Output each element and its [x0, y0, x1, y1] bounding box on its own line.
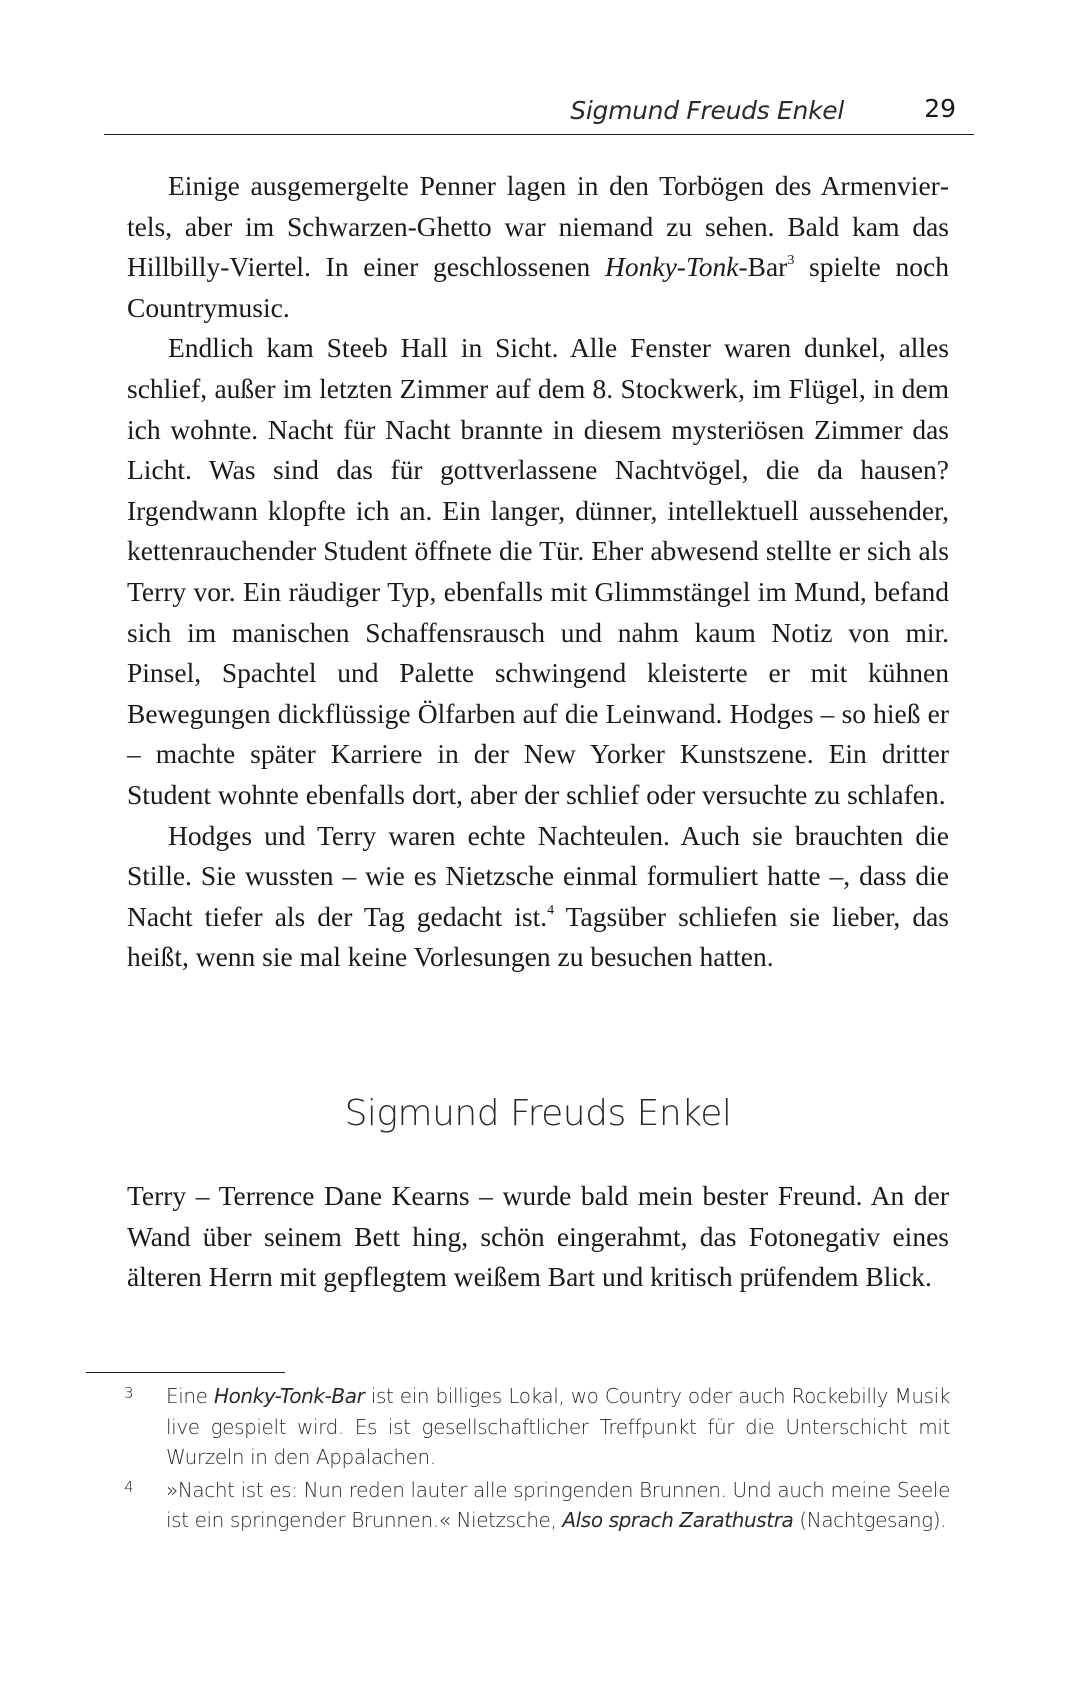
- paragraph-text: -Bar: [738, 251, 788, 283]
- paragraph-4: Terry – Terrence Dane Kearns – wurde bald mein bester Freund. An der Wand über seinem Bett hing, schön eingerahmt, das Fotonegativ eines älteren Herrn mit gepflegtem weißem Bart und kritisch prüfendem Blick.: [127, 1180, 949, 1293]
- paragraph-text: spielte noch Countrymusic.: [127, 251, 950, 323]
- footnote-emphasis: Also sprach Zarathustra: [562, 1508, 794, 1533]
- emphasis-text: Honky-Tonk: [605, 251, 739, 283]
- footnote-marker: 3: [124, 1384, 134, 1402]
- footnote-marker: 4: [124, 1477, 134, 1496]
- paragraph-text: Tagsüber schliefen sie lieber, das heißt, wenn sie mal keine Vorlesungen zu besuchen hatten.: [127, 900, 949, 973]
- paragraph-1: [127, 166, 949, 328]
- running-title: Sigmund Freuds Enkel: [570, 96, 844, 125]
- paragraph-text: Hodges und Terry waren echte Nachteulen. Auch sie brauchten die Stille. Sie wussten – wie es Nietzsche einmal formuliert hatte –, dass die Nacht tiefer als der Tag gedacht ist.: [127, 819, 949, 932]
- section-heading: Sigmund Freuds Enkel: [344, 1093, 732, 1134]
- footnote: [124, 1381, 950, 1473]
- footnote-divider: [86, 1372, 285, 1373]
- running-header: [104, 92, 974, 135]
- paragraph-2: Endlich kam Steeb Hall in Sicht. Alle Fenster waren dunkel, alles schlief, außer im letzten Zimmer auf dem 8. Stockwerk, im Flügel, in dem ich wohnte. Nacht für Nacht brannte in diesem mysteriösen Zimmer das Licht. Was sind das für gottverlassene Nachtvögel, die da hausen? Irgendwann klopfte ich an. Ein langer, dünner, intellektuell aussehender, kettenrauchender Student öffnete die Tür. Eher abwesend stellte er sich als Terry vor. Ein räudiger Typ, ebenfalls mit Glimmstängel im Mund, befand sich im manischen Schaffensrausch und nahm kaum Notiz von mir. Pinsel, Spachtel und Palette schwingend kleisterte er mit kühnen Bewegungen dickflüssige Ölfarben auf die Leinwand. Hodges – so hieß er – machte später Karriere in der New Yorker Kunstszene. Ein dritter Student wohnte ebenfalls dort, aber der schlief oder versuchte zu schlafen.: [127, 332, 949, 810]
- footnote-reference: 4: [547, 902, 555, 918]
- footnote-text: »Nacht ist es: Nun reden lauter alle springenden Brunnen. Und auch meine Seele ist ein springender Brunnen.« Nietzsche,: [166, 1477, 950, 1533]
- paragraph-3: [127, 816, 949, 978]
- body-text-block: [127, 1176, 949, 1298]
- footnote-text: ist ein billiges Lokal, wo Country oder auch Rockebilly Musik live gespielt wird. Es ist gesellschaftlicher Treffpunkt für die Unterschicht mit Wurzeln in den Appalachen.: [166, 1384, 950, 1470]
- body-text-block: [127, 166, 949, 978]
- footnotes: [124, 1381, 950, 1538]
- paragraph-text: Einige ausgemergelte Penner lagen in den Torbögen des Armenviertels, aber im Schwarzen-Ghetto war niemand zu sehen. Bald kam das Hillbilly-Viertel. In einer geschlossenen: [127, 170, 949, 283]
- footnote-text: (Nachtgesang).: [793, 1508, 947, 1533]
- page-number: 29: [924, 94, 956, 123]
- footnote-reference: 3: [787, 253, 795, 269]
- footnote: [124, 1475, 950, 1536]
- footnote-text: Eine: [166, 1384, 214, 1408]
- footnote-emphasis: Honky-Tonk-Bar: [213, 1384, 365, 1408]
